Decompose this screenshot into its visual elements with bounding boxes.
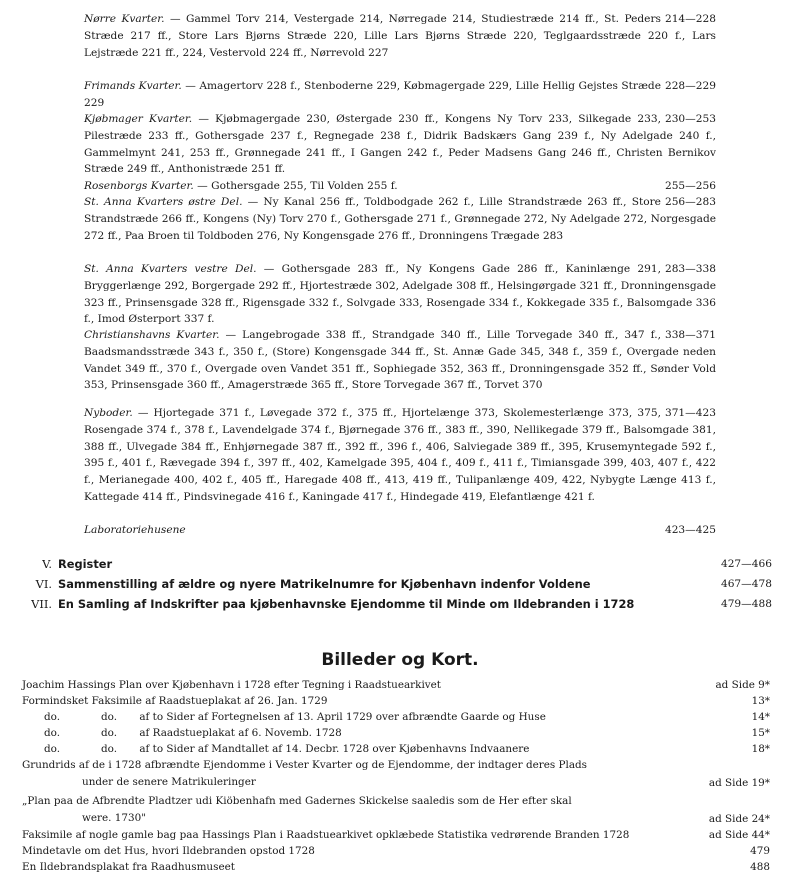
plate-entry	[22, 859, 770, 876]
kvarter-entry	[84, 78, 716, 112]
plate-entry	[22, 677, 770, 694]
plate-text: Grundrids af de i 1728 afbrændte Ejendomme i Vester Kvarter og de Ejendomme, der indtager deres Plads	[22, 759, 588, 771]
plate-text: Formindsket Faksimile af Raadstueplakat af 26. Jan. 1729	[22, 695, 328, 707]
plate-page: 18*	[751, 743, 770, 755]
ditto-mark: do.	[100, 727, 118, 739]
entry-streets: — Gothersgade 255, Til Volden 255 f.	[197, 180, 398, 192]
plate-text: af Raadstueplakat af 6. Novemb. 1728	[139, 727, 342, 739]
section-title: Register	[58, 557, 113, 571]
kvarter-entry	[84, 405, 716, 506]
plate-page: ad Side 19*	[708, 776, 770, 789]
plate-page: ad Side 9*	[715, 679, 770, 691]
plate-text: Faksimile af nogle gamle bag paa Hassings Plan i Raadstuearkivet opklæbede Statistika vedrørende Branden 1728	[22, 829, 630, 841]
entry-streets: — Amagertorv 228 f., Stenboderne 229, Købmagergade 229, Lille Hellig Gejstes Stræde 229	[84, 80, 661, 109]
plate-text-continued: were. 1730"	[82, 811, 146, 824]
entry-pages: 256—283	[661, 194, 716, 211]
plate-entry	[22, 741, 770, 758]
entry-name: Kjøbmager Kvarter.	[84, 113, 193, 125]
section-pages: 467—478	[720, 578, 772, 590]
plate-page: 488	[750, 861, 770, 873]
entry-pages: 338—371	[661, 327, 716, 344]
plate-entry	[22, 793, 770, 827]
kvarter-entry	[84, 522, 716, 539]
entry-name: Laboratoriehusene	[84, 524, 186, 536]
section-number: VII.	[31, 597, 52, 611]
entry-name: Frimands Kvarter.	[84, 80, 182, 92]
entry-name: St. Anna Kvarters østre Del.	[84, 196, 243, 208]
plate-text: En Ildebrandsplakat fra Raadhusmuseet	[22, 861, 235, 873]
plate-entry	[22, 725, 770, 742]
kvarter-entry	[84, 194, 716, 244]
entry-streets: — Gammel Torv 214, Vestergade 214, Nørregade 214, Studiestræde 214 ff., St. Peders Stræde 217 ff., Store Lars Bjørns Stræde 220, Lille Lars Bjørns Stræde 220, Teglgaardsstræde 220 f., Lars Lejstræde 221 ff., 224, Vestervold 224 ff., Nørrevold 227	[84, 13, 716, 59]
plate-text: Joachim Hassings Plan over Kjøbenhavn i 1728 efter Tegning i Raadstuearkivet	[22, 679, 441, 691]
section-number: VI.	[35, 577, 52, 591]
section-title: Sammenstilling af ældre og nyere Matrikelnumre for Kjøbenhavn indenfor Voldene	[58, 577, 591, 591]
entry-pages: 283—338	[661, 261, 716, 278]
plates-heading: Billeder og Kort.	[321, 650, 479, 670]
plate-page: 13*	[751, 695, 770, 707]
entry-name: St. Anna Kvarters vestre Del.	[84, 263, 257, 275]
plate-entry	[22, 693, 770, 710]
plate-text: af to Sider af Mandtallet af 14. Decbr. 1728 over Kjøbenhavns Indvaanere	[139, 743, 530, 755]
toc-section	[20, 576, 772, 593]
plate-text: af to Sider af Fortegnelsen af 13. April 1729 over afbrændte Gaarde og Huse	[139, 711, 546, 723]
entry-pages: 255—256	[661, 178, 716, 195]
section-title: En Samling af Indskrifter paa kjøbenhavnske Ejendomme til Minde om Ildebranden i 1728	[58, 597, 635, 611]
entry-name: Christianshavns Kvarter.	[84, 329, 220, 341]
plate-page: 479	[750, 845, 770, 857]
entry-name: Rosenborgs Kvarter.	[84, 180, 194, 192]
kvarter-entry	[84, 261, 716, 328]
entry-pages: 214—228	[661, 11, 716, 28]
entry-pages: 230—253	[661, 111, 716, 128]
plate-page: 14*	[751, 711, 770, 723]
entry-streets: — Kjøbmagergade 230, Østergade 230 ff., Kongens Ny Torv 233, Silkegade 233, Pilestræde 233 ff., Gothersgade 237 f., Regnegade 238 f., Didrik Badskærs Gang 239 f., Ny Adelgade 240 f., Gammelmynt 241, 253 ff., Grønnegade 241 ff., I Gangen 242 f., Peder Madsens Gang 246 ff., Christen Bernikov Stræde 249 ff., Anthonistræde 251 ff.	[84, 113, 716, 176]
plate-page: 15*	[751, 727, 770, 739]
plate-entry	[22, 757, 770, 791]
kvarter-entry	[84, 111, 716, 178]
toc-section	[20, 596, 772, 613]
kvarter-entry	[84, 178, 716, 195]
ditto-mark: do.	[43, 711, 61, 723]
section-pages: 427—466	[720, 558, 772, 570]
plate-entry	[22, 843, 770, 860]
plate-text-continued: under de senere Matrikuleringer	[82, 775, 256, 788]
plate-page: ad Side 24*	[708, 812, 770, 825]
plate-page: ad Side 44*	[708, 829, 770, 841]
entry-streets: — Ny Kanal 256 ff., Toldbodgade 262 f., Lille Strandstræde 263 ff., Store Strandstræde 266 ff., Kongens (Ny) Torv 270 f., Gothersgade 271 f., Grønnegade 272, Ny Adelgade 272, Norgesgade 272 ff., Paa Broen til Toldboden 276, Ny Kongensgade 276 ff., Dronningens Trægade 283	[84, 196, 716, 242]
toc-section	[20, 556, 772, 573]
entry-pages: 371—423	[661, 405, 716, 422]
entry-streets: — Gothersgade 283 ff., Ny Kongens Gade 286 ff., Kaninlænge 291, Bryggerlænge 292, Borgergade 292 ff., Hjortestræde 302, Adelgade 308 ff., Helsingørgade 321 ff., Dronningensgade 323 ff., Prinsensgade 328 ff., Rigensgade 332 f., Solvgade 333, Rosengade 334 f., Kokkegade 335 f., Balsomgade 336 f., Imod Østerport 337 f.	[84, 263, 716, 326]
kvarter-entry	[84, 327, 716, 394]
entry-streets: — Langebrogade 338 ff., Strandgade 340 ff., Lille Torvegade 340 ff., 347 f., Baadsmandsstræde 343 f., 350 f., (Store) Kongensgade 344 ff., St. Annæ Gade 345, 348 f., 359 f., Overgade neden Vandet 349 ff., 370 f., Overgade oven Vandet 351 ff., Sophiegade 352, 363 ff., Dronningensgade 352 ff., Sønder Vold 353, Prinsensgade 360 ff., Amagerstræde 365 ff., Store Torvegade 367 ff., Torvet 370	[84, 329, 716, 392]
entry-pages: 228—229	[661, 78, 716, 95]
ditto-mark: do.	[100, 711, 118, 723]
entry-pages: 423—425	[661, 522, 716, 539]
entry-streets: — Hjortegade 371 f., Løvegade 372 f., 375 ff., Hjortelænge 373, Skolemesterlænge 373, 375, Rosengade 374 f., 378 f., Lavendelgade 374 f., Bjørnegade 376 ff., 383 ff., 390, Nellikegade 379 ff., Balsomgade 381, 388 ff., Ulvegade 384 ff., Enhjørnegade 387 ff., 392 ff., 396 f., 406, Salviegade 389 ff., 395, Krusemyntegade 592 f., 395 f., 401 f., Rævegade 394 f., 397 ff., 402, Kamelgade 395, 404 f., 409 f., 411 f., Timiansgade 399, 403, 407 f., 422 f., Merianegade 400, 402 f., 405 ff., Haregade 408 ff., 413, 419 ff., Tulipanlænge 409, 422, Nybygte Længe 413 f., Kattegade 414 ff., Pindsvinegade 416 f., Kaningade 417 f., Hindegade 419, Elefantlænge 421 f.	[84, 407, 716, 503]
ditto-mark: do.	[43, 727, 61, 739]
kvarter-entry	[84, 11, 716, 61]
section-number: V.	[42, 557, 52, 571]
plate-entry	[22, 827, 770, 844]
ditto-mark: do.	[43, 743, 61, 755]
plate-entry	[22, 709, 770, 726]
ditto-mark: do.	[100, 743, 118, 755]
plate-text: Mindetavle om det Hus, hvori Ildebranden opstod 1728	[22, 845, 315, 857]
section-pages: 479—488	[720, 598, 772, 610]
entry-name: Nørre Kvarter.	[84, 13, 165, 25]
entry-name: Nyboder.	[84, 407, 133, 419]
plate-text: „Plan paa de Afbrendte Pladtzer udi Kiöbenhafn med Gadernes Skickelse saaledis som de Her efter skal	[22, 795, 572, 807]
